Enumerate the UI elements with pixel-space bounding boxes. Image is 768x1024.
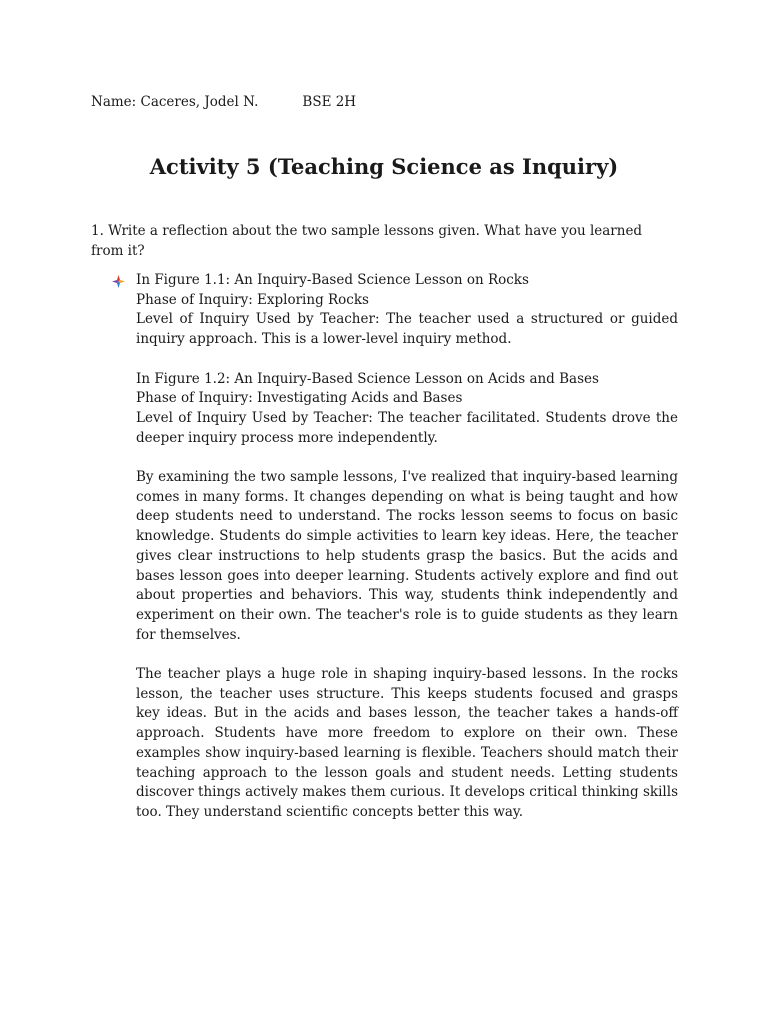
figure-2-title: In Figure 1.2: An Inquiry-Based Science Lesson on Acids and Bases <box>136 370 599 387</box>
question-prompt: 1. Write a reflection about the two sample lessons given. What have you learned from it? <box>91 223 643 259</box>
student-section: BSE 2H <box>302 94 357 110</box>
diamond-bullet-icon <box>112 275 125 288</box>
figure-1-summary <box>136 271 678 350</box>
figure-1-level: Level of Inquiry Used by Teacher: The teacher used a structured or guided inquiry approach. This is a lower-level inquiry method. <box>136 311 678 348</box>
reflection-body <box>136 271 678 842</box>
activity-title: Activity 5 (Teaching Science as Inquiry) <box>149 154 619 179</box>
figure-1-phase: Phase of Inquiry: Exploring Rocks <box>136 291 369 308</box>
figure-1-title: In Figure 1.1: An Inquiry-Based Science Lesson on Rocks <box>136 272 529 288</box>
reflection-paragraph-1: By examining the two sample lessons, I've realized that inquiry-based learning comes in many forms. It changes depending on what is being taught and how deep students need to understand. The rocks lesson seems to focus on basic knowledge. Students do simple activities to learn key ideas. Here, the teacher gives clear instructions to help students grasp the basics. But the acids and bases lesson goes into deeper learning. Students actively explore and find out about properties and behaviors. This way, students think independently and experiment on their own. The teacher's role is to guide students as they learn for themselves. <box>136 469 678 643</box>
student-info-line <box>91 92 356 112</box>
figure-2-summary <box>136 370 678 449</box>
figure-2-phase: Phase of Inquiry: Investigating Acids and Bases <box>136 390 463 407</box>
figure-2-level: Level of Inquiry Used by Teacher: The teacher facilitated. Students drove the deeper inquiry process more independently. <box>136 409 678 446</box>
student-name: Name: Caceres, Jodel N. <box>91 94 259 110</box>
reflection-paragraph-2: The teacher plays a huge role in shaping inquiry-based lessons. In the rocks lesson, the teacher uses structure. This keeps students focused and grasps key ideas. But in the acids and bases lesson, the teacher takes a hands-off approach. Students have more freedom to explore on their own. These examples show inquiry-based learning is flexible. Teachers should match their teaching approach to the lesson goals and student needs. Letting students discover things actively makes them curious. It develops critical thinking skills too. They understand scientific concepts better this way. <box>136 666 678 820</box>
